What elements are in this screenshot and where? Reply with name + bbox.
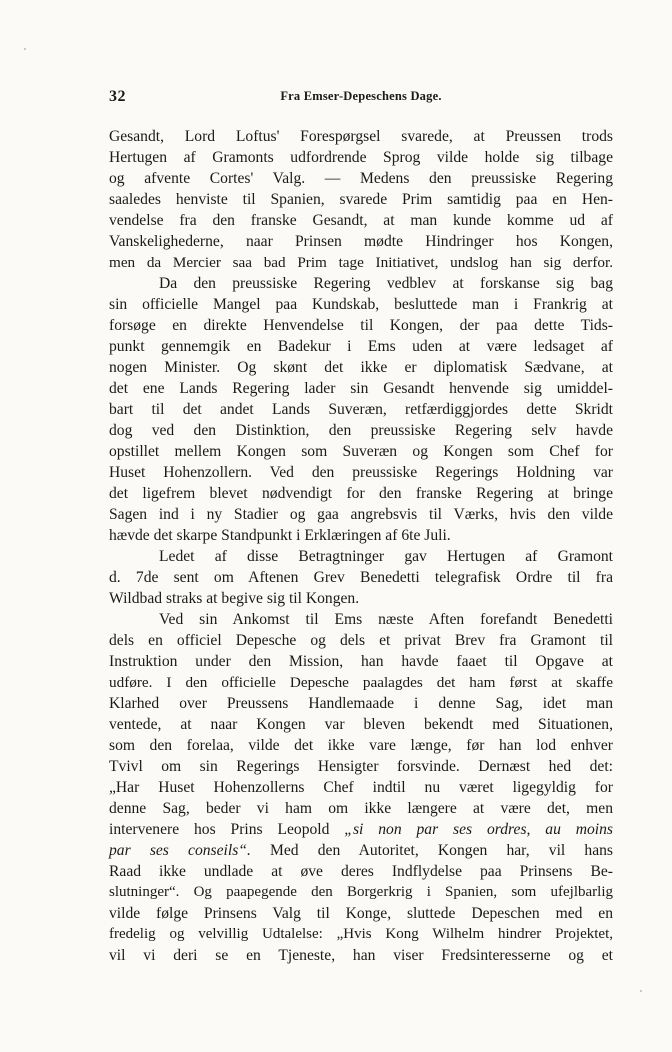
- page-header: [109, 88, 613, 110]
- text-line: det ene Lands Regering lader sin Gesandt henvende sig umiddel-: [109, 380, 613, 397]
- text-line: Gesandt, Lord Loftus' Forespørgsel svarede, at Preussen trods: [109, 128, 613, 145]
- text-line: d. 7de sent om Aftenen Grev Benedetti telegrafisk Ordre til fra: [109, 569, 613, 586]
- paper-speck: [24, 48, 26, 50]
- text-line: Huset Hohenzollern. Ved den preussiske Regerings Holdning var: [109, 464, 613, 481]
- text-line: fredelig og velvillig Udtalelse: „Hvis Kong Wilhelm hindrer Projektet,: [109, 926, 613, 942]
- french-quote: „si non par ses ordres, au moins: [344, 821, 613, 838]
- text-line: Ved sin Ankomst til Ems næste Aften forefandt Benedetti: [159, 611, 613, 628]
- text-line: Tvivl om sin Regerings Hensigter forsvinde. Dernæst hed det:: [109, 758, 613, 775]
- text-line: vil vi deri se en Tjeneste, han viser Fredsinteresserne og et: [109, 947, 613, 964]
- text-span: intervenere hos Prins Leopold: [109, 821, 330, 838]
- text-line: sin officielle Mangel paa Kundskab, besluttede man i Frankrig at: [109, 296, 613, 313]
- text-line-mixed: [109, 819, 613, 840]
- french-quote: par ses conseils“.: [109, 842, 251, 859]
- text-line: saaledes henviste til Spanien, svarede Prim samtidig paa en Hen-: [109, 191, 613, 208]
- page-number: 32: [109, 88, 126, 105]
- text-line: det ligefrem blevet nødvendigt for den franske Regering at bringe: [109, 485, 613, 502]
- text-line: Vanskelighederne, naar Prinsen mødte Hindringer hos Kongen,: [109, 233, 613, 250]
- body-text: [109, 126, 613, 966]
- text-line: Raad ikke undlade at øve deres Indflydelse paa Prinsens Be-: [109, 863, 613, 880]
- text-line: Wildbad straks at begive sig til Kongen.: [109, 590, 360, 607]
- text-line: punkt gennemgik en Badekur i Ems uden at være ledsaget af: [109, 338, 613, 355]
- running-title: Fra Emser-Depeschens Dage.: [280, 89, 442, 103]
- paper-speck: [640, 990, 642, 992]
- text-line: Da den preussiske Regering vedblev at forskanse sig bag: [159, 275, 613, 292]
- text-span: Med den Autoritet, Kongen har, vil hans: [270, 842, 613, 859]
- text-line: bart til det andet Lands Suveræn, retfærdiggjordes dette Skridt: [109, 401, 613, 418]
- text-line: som den forelaa, vilde det ikke vare længe, før han lod enhver: [109, 737, 613, 754]
- text-line: dog ved den Distinktion, den preussiske Regering selv havde: [109, 422, 613, 439]
- text-line: vilde følge Prinsens Valg til Konge, sluttede Depeschen med en: [109, 905, 613, 922]
- text-line: nogen Minister. Og skønt det ikke er diplomatisk Sædvane, at: [109, 359, 613, 376]
- text-line: opstillet mellem Kongen som Suveræn og Kongen som Chef for: [109, 443, 613, 460]
- text-line: Klarhed over Preussens Handlemaade i denne Sag, idet man: [109, 695, 613, 712]
- text-line: Sagen ind i ny Stadier og gaa angrebsvis til Værks, hvis den vilde: [109, 506, 613, 523]
- text-line: denne Sag, beder vi ham om ikke længere at være det, men: [109, 800, 613, 817]
- text-line: Ledet af disse Betragtninger gav Hertugen af Gramont: [159, 548, 613, 565]
- text-line-mixed: [109, 840, 613, 861]
- text-line: forsøge en direkte Henvendelse til Kongen, der paa dette Tids-: [109, 317, 613, 334]
- text-line: dels en officiel Depesche og dels et privat Brev fra Gramont til: [109, 632, 613, 649]
- text-line: vendelse fra den franske Gesandt, at man kunde komme ud af: [109, 212, 613, 229]
- text-line: slutninger“. Og paapegende den Borgerkrig i Spanien, som ufejlbarlig: [109, 884, 613, 900]
- text-line: men da Mercier saa bad Prim tage Initiativet, undslog han sig derfor.: [109, 254, 613, 271]
- text-line: „Har Huset Hohenzollerns Chef indtil nu været ligegyldig for: [109, 779, 613, 796]
- text-line: Instruktion under den Mission, han havde faaet til Opgave at: [109, 653, 613, 670]
- text-line: hævde det skarpe Standpunkt i Erklæringen af 6te Juli.: [109, 527, 451, 544]
- text-line: Hertugen af Gramonts udfordrende Sprog vilde holde sig tilbage: [109, 149, 613, 166]
- text-line: og afvente Cortes' Valg. — Medens den preussiske Regering: [109, 170, 613, 187]
- text-line: udføre. I den officielle Depesche paalagdes det ham først at skaffe: [109, 674, 613, 691]
- text-line: ventede, at naar Kongen var bleven bekendt med Situationen,: [109, 716, 613, 733]
